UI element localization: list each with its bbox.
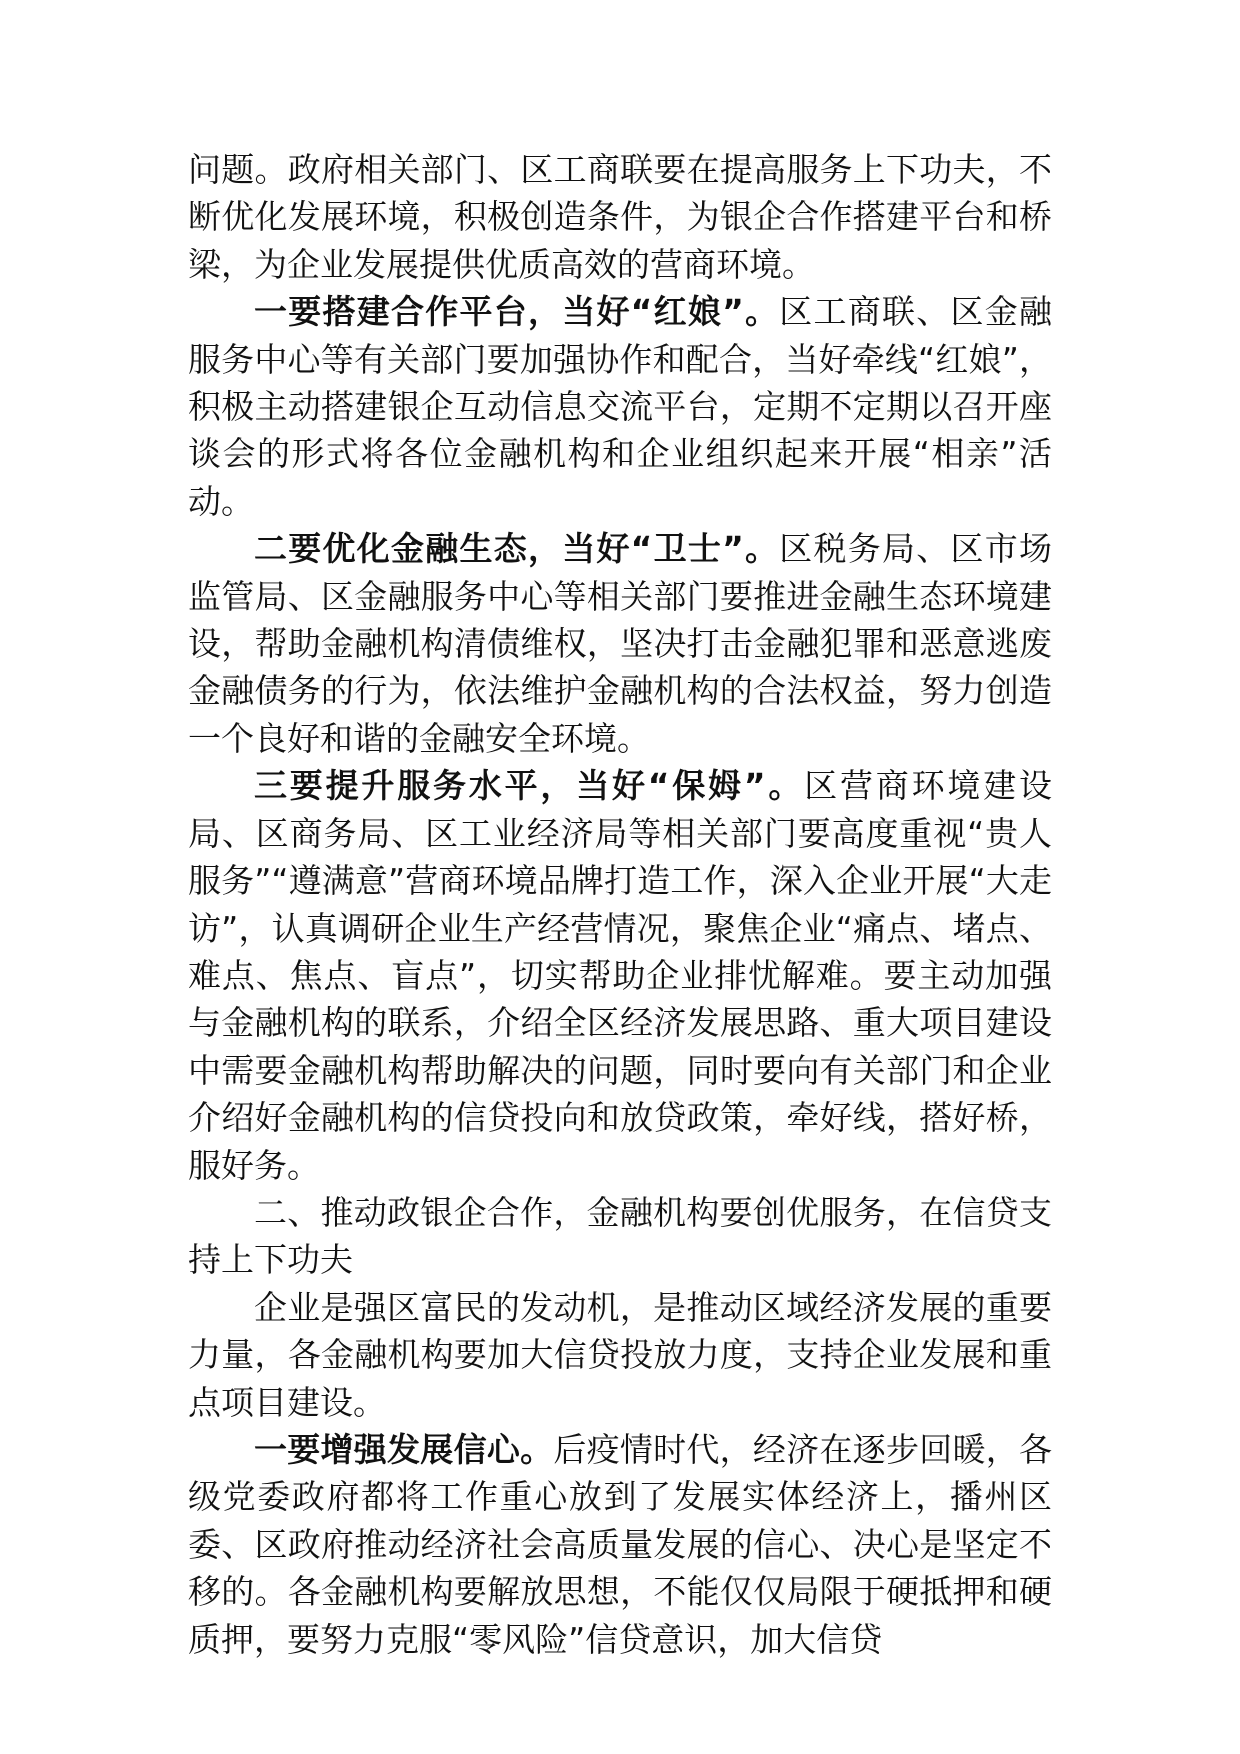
paragraph-text: 问题。政府相关部门、区工商联要在提高服务上下功夫，不断优化发展环境，积极创造条件，为银企合作搭建平台和桥梁，为企业发展提供优质高效的营商环境。 [188,150,1052,284]
paragraph-text: 区工商联、区金融服务中心等有关部门要加强协作和配合，当好牵线“红娘”，积极主动搭建银企互动信息交流平台，定期不定期以召开座谈会的形式将各位金融机构和企业组织起来开展“相亲”活动。 [188,292,1052,521]
paragraph-text: 企业是强区富民的发动机，是推动区域经济发展的重要力量，各金融机构要加大信贷投放力度，支持企业发展和重点项目建设。 [188,1287,1052,1422]
paragraph-lead: 一要增强发展信心。 [254,1429,554,1469]
paragraph-lead: 一要搭建合作平台，当好“红娘”。 [254,292,780,332]
paragraph-1 [188,146,1052,288]
paragraph-lead: 二要优化金融生态，当好“卫士”。 [254,529,780,569]
paragraph-3 [188,525,1052,762]
paragraph-text: 后疫情时代，经济在逐步回暖，各级党委政府都将工作重心放到了发展实体经济上，播州区委、区政府推动经济社会高质量发展的信心、决心是坚定不移的。各金融机构要解放思想，不能仅仅局限于硬抵押和硬质押，要努力克服“零风险”信贷意识，加大信贷 [188,1429,1053,1659]
paragraph-lead: 三要提升服务水平，当好“保姆”。 [254,766,805,806]
paragraph-text: 区营商环境建设局、区商务局、区工业经济局等相关部门要高度重视“贵人服务”“遵满意”营商环境品牌打造工作，深入企业开展“大走访”，认真调研企业生产经营情况，聚焦企业“痛点、堵点、难点、焦点、盲点”，切实帮助企业排忧解难。要主动加强与金融机构的联系，介绍全区经济发展思路、重大项目建设中需要金融机构帮助解决的问题，同时要向有关部门和企业介绍好金融机构的信贷投向和放贷政策，牵好线，搭好桥，服好务。 [188,766,1052,1185]
paragraph-6 [188,1284,1052,1426]
document-page [188,146,1052,1663]
paragraph-4 [188,762,1052,1189]
paragraph-2 [188,288,1052,525]
paragraph-7 [188,1426,1052,1663]
section-heading-text: 二、推动政银企合作，金融机构要创优服务，在信贷支持上下功夫 [188,1192,1052,1280]
section-heading [188,1189,1052,1284]
paragraph-text: 区税务局、区市场监管局、区金融服务中心等相关部门要推进金融生态环境建设，帮助金融机构清债维权，坚决打击金融犯罪和恶意逃废金融债务的行为，依法维护金融机构的合法权益，努力创造一个良好和谐的金融安全环境。 [188,529,1052,758]
